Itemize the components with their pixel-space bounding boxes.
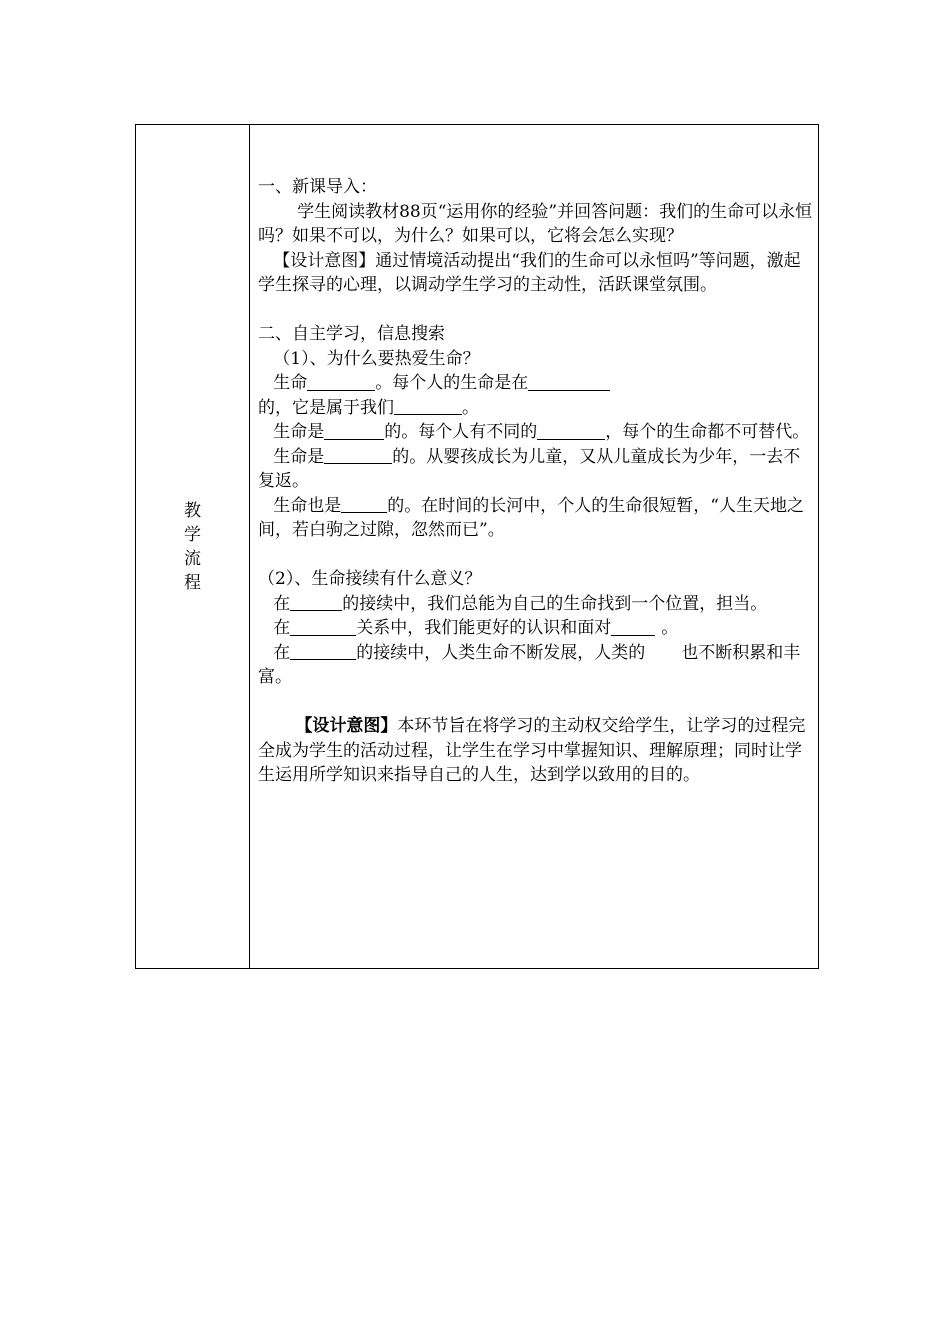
column-divider xyxy=(249,125,250,968)
fill-line: 生命 。每个人的生命是在 xyxy=(258,371,814,396)
label-char: 流 xyxy=(184,549,201,569)
question-2-heading: （2）、生命接续有什么意义？ xyxy=(258,569,482,589)
fill-line: 生命是 的。从婴孩成长为儿童，又从儿童成长为少年，一去不复返。 xyxy=(258,446,801,491)
question-1-heading: （1）、为什么要热爱生命？ xyxy=(273,348,480,369)
design-intent-tag: 【设计意图】 xyxy=(273,250,376,271)
answer-blank[interactable] xyxy=(324,446,392,464)
label-char: 教 xyxy=(184,501,201,521)
section-1-heading: 一、新课导入： xyxy=(258,177,377,197)
answer-blank[interactable] xyxy=(290,593,342,611)
answer-blank[interactable] xyxy=(537,422,605,440)
lesson-content xyxy=(258,175,814,788)
answer-blank[interactable] xyxy=(611,618,655,636)
label-char: 程 xyxy=(184,573,201,593)
design-intent-tag: 【设计意图】 xyxy=(295,716,398,736)
design-intent-text: 本环节旨在将学习的主动权交给学生，让学习的过程完全成为学生的活动过程，让学生在学习中掌握知识、理解原理；同时让学生运用所学知识来指导自己的人生，达到学以致用的目的。 xyxy=(258,716,806,785)
label-char: 学 xyxy=(184,525,201,545)
design-intent-text: 通过情境活动提出“我们的生命可以永恒吗”等问题，激起学生探寻的心理，以调动学生学习的主动性，活跃课堂氛围。 xyxy=(258,250,801,295)
fill-line: 的，它是属于我们 。 xyxy=(258,397,479,418)
answer-blank[interactable] xyxy=(341,495,387,513)
answer-blank[interactable] xyxy=(324,422,384,440)
row-label xyxy=(136,125,249,968)
fill-line: 在 的接续中，人类生命不断发展，人类的 也不断积累和丰富。 xyxy=(258,642,801,687)
answer-blank[interactable] xyxy=(307,373,375,391)
fill-line: 在 关系中，我们能更好的认识和面对 。 xyxy=(273,618,679,638)
fill-line: 生命是 的。每个人有不同的 ，每个的生命都不可替代。 xyxy=(273,422,810,442)
section-2-heading: 二、自主学习，信息搜索 xyxy=(258,324,445,344)
answer-blank[interactable] xyxy=(394,397,462,415)
answer-blank[interactable] xyxy=(528,373,610,391)
section-1-design-intent xyxy=(258,249,814,298)
answer-blank[interactable] xyxy=(290,642,356,660)
section-1-question: 学生阅读教材88页“运用你的经验”并回答问题：我们的生命可以永恒吗？如果不可以，为什么？如果可以，它将会怎么实现？ xyxy=(258,201,813,246)
lesson-table xyxy=(135,124,819,969)
section-2-design-intent xyxy=(258,714,814,788)
answer-blank[interactable] xyxy=(290,618,356,636)
fill-line: 生命也是 的。在时间的长河中，个人的生命很短暂，“人生天地之间，若白驹之过隙，忽然而已”。 xyxy=(258,495,804,540)
fill-line: 在 的接续中，我们总能为自己的生命找到一个位置，担当。 xyxy=(273,593,768,614)
